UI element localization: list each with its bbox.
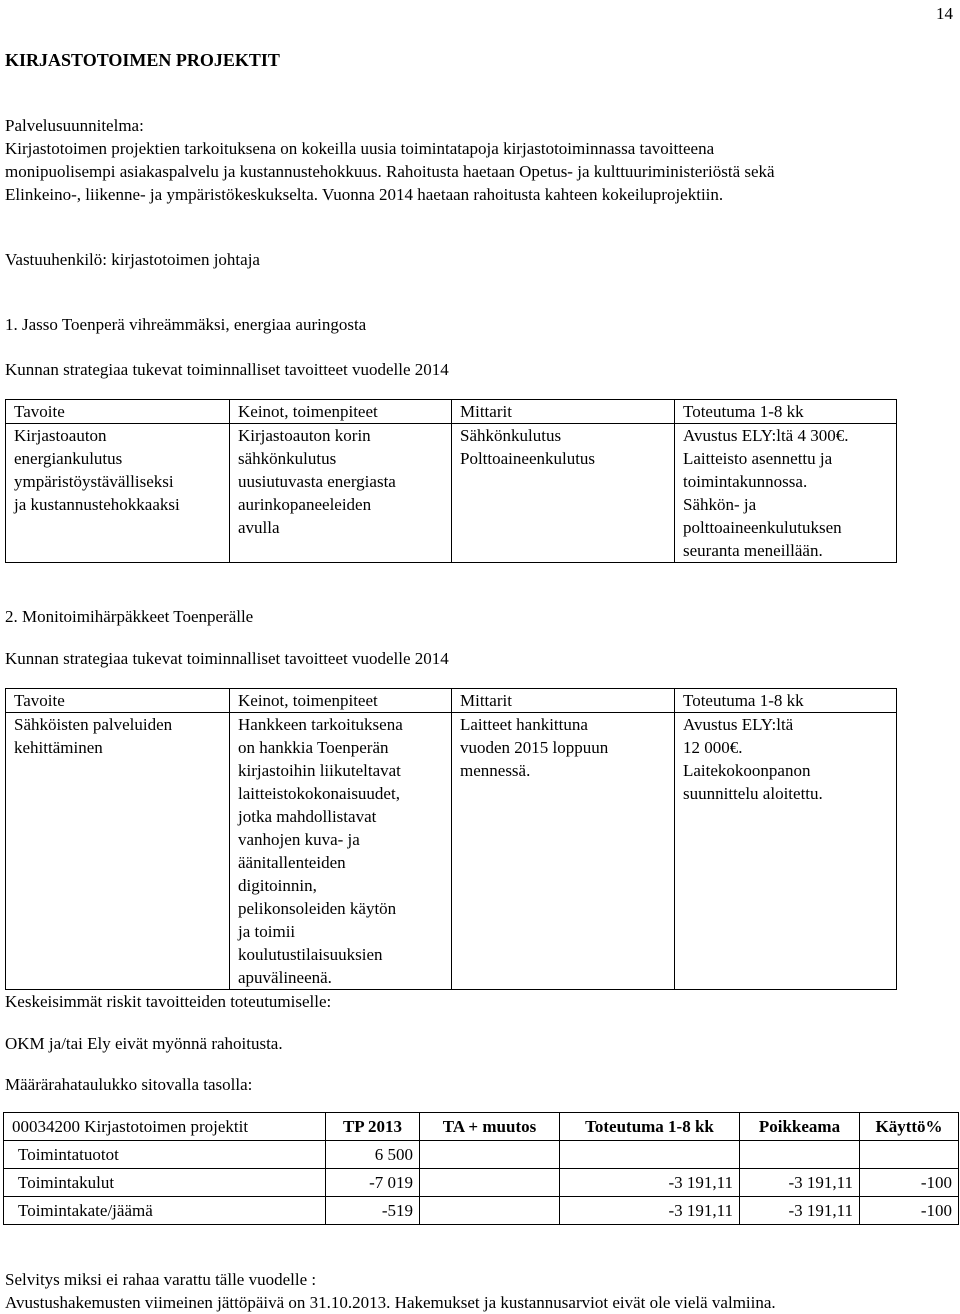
cell-line: suunnittelu aloitettu.	[683, 784, 823, 803]
cell-line: koulutustilaisuuksien	[238, 945, 383, 964]
cell-line: digitoinnin,	[238, 876, 317, 895]
table-cell: -3 191,11	[740, 1197, 860, 1225]
cell-line: mennessä.	[460, 761, 531, 780]
header-cell: Poikkeama	[740, 1113, 860, 1141]
table-cell	[560, 1141, 740, 1169]
cell-line: äänitallenteiden	[238, 853, 346, 872]
cell-line: 12 000€.	[683, 738, 743, 757]
table-row	[6, 424, 897, 563]
project1-strategy: Kunnan strategiaa tukevat toiminnalliset tavoitteet vuodelle 2014	[5, 360, 449, 379]
risks-text: OKM ja/tai Ely eivät myönnä rahoitusta.	[5, 1034, 283, 1053]
header-cell: Toteutuma 1-8 kk	[675, 400, 897, 424]
service-plan-line: Kirjastotoimen projektien tarkoituksena on kokeilla uusia toimintatapoja kirjastotoiminnassa tavoitteena	[5, 139, 715, 158]
table-cell: -519	[326, 1197, 420, 1225]
project1-title: 1. Jasso Toenperä vihreämmäksi, energiaa auringosta	[5, 315, 367, 334]
header-cell: Tavoite	[6, 400, 230, 424]
cell-line: Kirjastoauton korin	[238, 426, 371, 445]
header-cell: Tavoite	[6, 689, 230, 713]
cell-line: ja kustannustehokkaaksi	[14, 495, 180, 514]
table-cell: -7 019	[326, 1169, 420, 1197]
realization-cell	[675, 424, 897, 563]
header-cell: Toteutuma 1-8 kk	[560, 1113, 740, 1141]
table-cell: -100	[860, 1169, 959, 1197]
table-cell	[860, 1141, 959, 1169]
cell-line: uusiutuvasta energiasta	[238, 472, 396, 491]
explanation-heading: Selvitys miksi ei rahaa varattu tälle vuodelle :	[5, 1270, 317, 1289]
project2-goals-table	[5, 688, 897, 990]
table-header-row	[4, 1113, 959, 1141]
measures-cell	[230, 713, 452, 990]
goal-cell	[6, 424, 230, 563]
cell-line: Polttoaineenkulutus	[460, 449, 596, 468]
cell-line: Laitekokoonpanon	[683, 761, 811, 780]
table-cell	[420, 1141, 560, 1169]
header-cell: Toteutuma 1-8 kk	[675, 689, 897, 713]
table-cell: -100	[860, 1197, 959, 1225]
cell-line: ympäristöystävälliseksi	[14, 472, 174, 491]
cell-line: Sähköisten palveluiden	[14, 715, 173, 734]
cell-line: kirjastoihin liikuteltavat	[238, 761, 401, 780]
cell-line: on hankkia Toenperän	[238, 738, 389, 757]
table-cell	[420, 1169, 560, 1197]
responsible-person: Vastuuhenkilö: kirjastotoimen johtaja	[5, 250, 260, 269]
header-cell: Keinot, toimenpiteet	[230, 689, 452, 713]
table-header-row	[6, 689, 897, 713]
cell-line: Hankkeen tarkoituksena	[238, 715, 403, 734]
table-cell: 6 500	[326, 1141, 420, 1169]
cell-line: laitteistokokonaisuudet,	[238, 784, 400, 803]
header-cell: TP 2013	[326, 1113, 420, 1141]
cell-line: Laitteisto asennettu ja	[683, 449, 833, 468]
table-cell	[420, 1197, 560, 1225]
cell-line: energiankulutus	[14, 449, 123, 468]
cell-line: Kirjastoauton	[14, 426, 107, 445]
project1-goals-table	[5, 399, 897, 563]
page-number: 14	[936, 4, 953, 23]
table-row	[4, 1169, 959, 1197]
row-label: Toimintakulut	[4, 1169, 326, 1197]
row-label: Toimintakate/jäämä	[4, 1197, 326, 1225]
cell-line: vuoden 2015 loppuun	[460, 738, 609, 757]
cell-line: avulla	[238, 518, 280, 537]
table-cell	[740, 1141, 860, 1169]
row-label: Toimintatuotot	[4, 1141, 326, 1169]
service-plan-line: Elinkeino-, liikenne- ja ympäristökeskukselta. Vuonna 2014 haetaan rahoitusta kahteen kokeiluprojektiin.	[5, 185, 724, 204]
table-cell: -3 191,11	[740, 1169, 860, 1197]
cell-line: Laitteet hankittuna	[460, 715, 588, 734]
cell-line: Sähkönkulutus	[460, 426, 562, 445]
cell-line: toimintakunnossa.	[683, 472, 808, 491]
cell-line: kehittäminen	[14, 738, 103, 757]
service-plan-line: monipuolisempi asiakaspalvelu ja kustannustehokkuus. Rahoitusta haetaan Opetus- ja kulttuuriministeriöstä sekä	[5, 162, 775, 181]
measures-cell	[230, 424, 452, 563]
cell-line: apuvälineenä.	[238, 968, 332, 987]
cell-line: Avustus ELY:ltä 4 300€.	[683, 426, 849, 445]
budget-heading: Määrärahataulukko sitovalla tasolla:	[5, 1075, 253, 1094]
realization-cell	[675, 713, 897, 990]
budget-table	[3, 1112, 959, 1225]
cell-line: jotka mahdollistavat	[238, 807, 377, 826]
project2-strategy: Kunnan strategiaa tukevat toiminnalliset tavoitteet vuodelle 2014	[5, 649, 449, 668]
table-header-row	[6, 400, 897, 424]
service-plan-heading: Palvelusuunnitelma:	[5, 116, 144, 135]
document-title: KIRJASTOTOIMEN PROJEKTIT	[5, 50, 280, 70]
header-cell: Keinot, toimenpiteet	[230, 400, 452, 424]
header-cell: Mittarit	[452, 400, 675, 424]
header-cell: 00034200 Kirjastotoimen projektit	[4, 1113, 326, 1141]
project2-title: 2. Monitoimihärpäkkeet Toenperälle	[5, 607, 254, 626]
cell-line: aurinkopaneeleiden	[238, 495, 372, 514]
goal-cell	[6, 713, 230, 990]
cell-line: Avustus ELY:ltä	[683, 715, 794, 734]
header-cell: Käyttö%	[860, 1113, 959, 1141]
cell-line: seuranta meneillään.	[683, 541, 823, 560]
cell-line: pelikonsoleiden käytön	[238, 899, 397, 918]
table-cell: -3 191,11	[560, 1197, 740, 1225]
cell-line: polttoaineenkulutuksen	[683, 518, 842, 537]
cell-line: sähkönkulutus	[238, 449, 337, 468]
table-row	[6, 713, 897, 990]
header-cell: Mittarit	[452, 689, 675, 713]
table-cell: -3 191,11	[560, 1169, 740, 1197]
table-row	[4, 1197, 959, 1225]
table-row	[4, 1141, 959, 1169]
header-cell: TA + muutos	[420, 1113, 560, 1141]
metrics-cell	[452, 424, 675, 563]
cell-line: ja toimii	[238, 922, 296, 941]
explanation-text: Avustushakemusten viimeinen jättöpäivä on 31.10.2013. Hakemukset ja kustannusarviot eivät ole vielä valmiina.	[5, 1293, 776, 1312]
metrics-cell	[452, 713, 675, 990]
cell-line: vanhojen kuva- ja	[238, 830, 360, 849]
risks-heading: Keskeisimmät riskit tavoitteiden toteutumiselle:	[5, 992, 332, 1011]
cell-line: Sähkön- ja	[683, 495, 757, 514]
